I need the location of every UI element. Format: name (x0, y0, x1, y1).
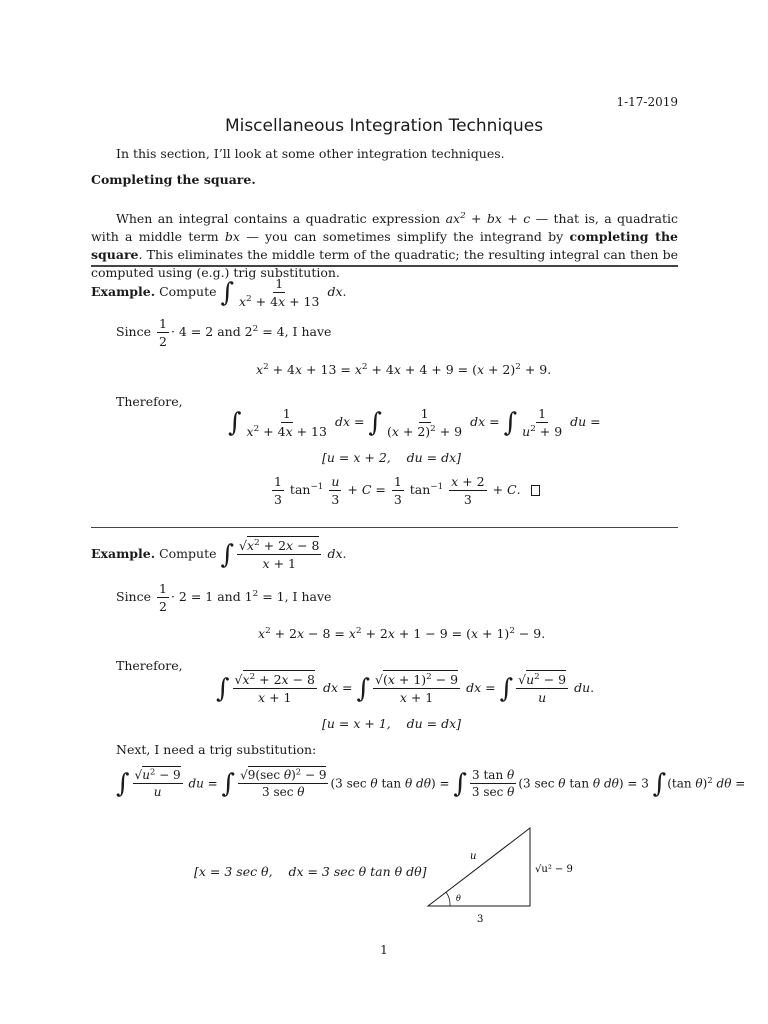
example-2-therefore: Therefore, (116, 658, 183, 673)
example-1-statement: Example. Compute ∫ $\frac{1}{x^2 + 4x + 13}$ dx. (91, 276, 347, 309)
divider (91, 265, 678, 267)
example-1-integral-chain: ∫ $\frac{1}{x^2 + 4x + 13}$ dx = ∫ $\frac{1}{(x + 2)^2 + 9}$ dx = ∫ $\frac{1}{u^2 + 9}$ du = (228, 406, 601, 439)
date: 1-17-2019 (616, 95, 678, 109)
example-2-completed-square: $x^2 + 2x - 8 = x^2 + 2x + 1 - 9 = (x + 1)^2 - 9$. (258, 626, 546, 641)
example-1-since: Since $\frac{1}{2}$ · 4 = 2 and $2^2 = 4$, I have (116, 316, 332, 349)
triangle-adjacent-label: 3 (477, 914, 484, 925)
page-number: 1 (380, 943, 388, 957)
example-2-next: Next, I need a trig substitution: (116, 742, 317, 757)
example-2-statement: Example. Compute ∫ $\frac{√x^2 + 2x - 8}{x + 1}$ dx. (91, 538, 347, 571)
section-heading: Completing the square. (91, 172, 256, 187)
page-title: Miscellaneous Integration Techniques (224, 116, 544, 136)
example-2-since: Since $\frac{1}{2}$ · 2 = 1 and $1^2 = 1$, I have (116, 581, 332, 614)
example-2-integral-chain: ∫ $\frac{√x^2 + 2x - 8}{x + 1}$ dx = ∫ $\frac{√(x + 1)^2 - 9}{x + 1}$ dx = ∫ $\frac{√u^2 - 9}{u}$ du. (216, 672, 595, 705)
trig-substitution: [x = 3 sec θ, dx = 3 sec θ tan θ dθ] (194, 864, 427, 879)
qed-box (531, 485, 540, 496)
intro-text: In this section, I’ll look at some other integration techniques. (116, 146, 505, 161)
example-2-substitution: [u = x + 1, du = dx] (322, 716, 462, 731)
completing-square-paragraph: When an integral contains a quadratic expression $ax^2$ + bx + c — that is, a quadratic with a middle term bx — you can sometimes simplify the integrand by completing the square. This eliminates the middle term of the quadratic; the resulting integral can then be computed using (e.g.) trig substitution. (91, 211, 679, 280)
example-1-therefore: Therefore, (116, 394, 183, 409)
divider (91, 527, 678, 528)
triangle-angle-label: θ (456, 894, 461, 903)
triangle-opposite-label: √u² − 9 (535, 864, 573, 875)
example-1-substitution: [u = x + 2, du = dx] (322, 450, 462, 465)
trig-integral-chain: ∫ $\frac{√u^2 - 9}{u}$ du = ∫ $\frac{√9(\sec \theta)^2 - 9}{\text{3 sec θ}}$ (3 sec θ tan θ dθ) = ∫ $\frac{\text{3 tan θ}}{\text{3 sec θ}}$ (3 sec θ tan θ dθ) = 3 ∫(tan θ)$^2$ dθ = (116, 766, 746, 800)
reference-triangle (420, 822, 600, 932)
triangle-hypotenuse-label: u (470, 851, 477, 862)
example-1-completed-square: $x^2 + 4x + 13 = x^2 + 4x + 4 + 9 = (x + 2)^2 + 9$. (256, 362, 552, 377)
example-1-result: $\frac{1}{3}$ $\tan^{-1}$ $\frac{u}{3}$ + C = $\frac{1}{3}$ $\tan^{-1}$ $\frac{x + 2}{3}$ + C. (270, 474, 540, 507)
